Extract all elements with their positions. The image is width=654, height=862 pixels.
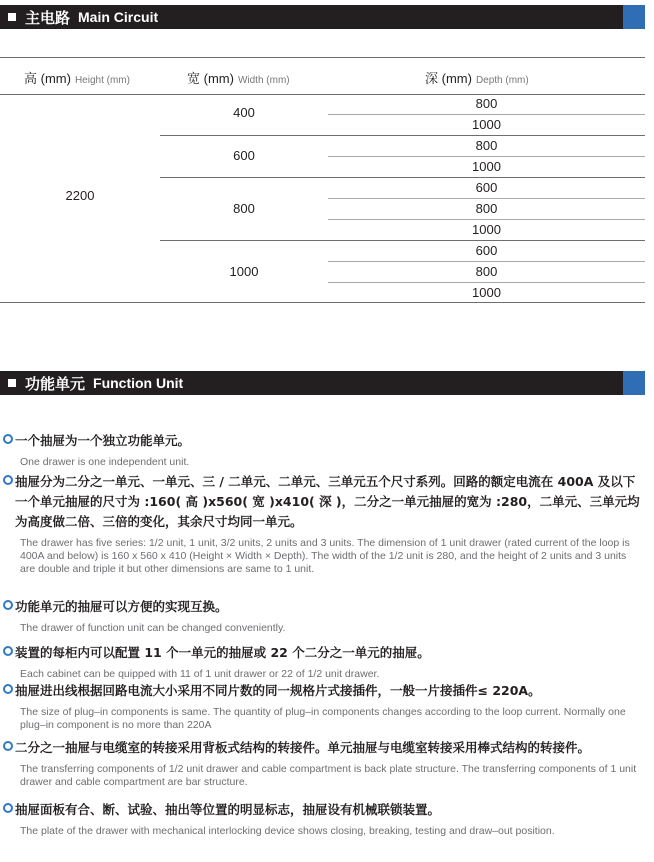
accent-block [623, 5, 645, 29]
table-header [0, 57, 645, 95]
row-divider [328, 114, 645, 115]
list-item [0, 431, 645, 469]
depth-cell: 1000 [472, 159, 501, 174]
row-divider [328, 156, 645, 157]
bullet-icon [3, 646, 13, 656]
depth-cell: 600 [475, 243, 498, 258]
square-icon [8, 379, 16, 387]
bullet-icon [3, 434, 13, 444]
width-cell: 600 [233, 148, 255, 163]
section-header-main-circuit [0, 5, 645, 29]
row-divider [160, 240, 645, 241]
row-divider [160, 135, 645, 136]
list-item [0, 643, 645, 681]
list-item [0, 597, 645, 635]
item-text-zh: 抽屉分为二分之一单元、一单元、三 / 二单元、二单元、三单元五个尺寸系列。回路的额定电流在 400A 及以下一个单元抽屉的尺寸为 :160( 高 )x560( 宽 )x410( 深 )，二分之一单元抽屉的宽为 :280，二单元、三单元均为高度做二倍、三倍的变化，其余尺寸均同一单元。 [15, 474, 640, 529]
item-text-zh: 二分之一抽屉与电缆室的转接采用背板式结构的转接件。单元抽屉与电缆室转接采用棒式结构的转接件。 [15, 740, 591, 755]
item-text-en: The drawer of function unit can be changed conveniently. [20, 622, 286, 634]
bullet-icon [3, 475, 13, 485]
dimension-table [0, 57, 645, 303]
item-text-en: The drawer has five series: 1/2 unit, 1 unit, 3/2 units, 2 units and 3 units. The dimension of 1 unit drawer (rated current of the loop is 400A and below) is 160 x 560 x 410 (Height × Width × Depth). The width of the 1/2 unit is 280, and the height of 2 units and 3 units are double and triple it but other dimensions are same to 1 unit. [20, 537, 630, 575]
width-cell: 400 [233, 105, 255, 120]
depth-cell: 1000 [472, 222, 501, 237]
bullet-icon [3, 600, 13, 610]
bullet-icon [3, 803, 13, 813]
list-item [0, 738, 645, 789]
depth-cell: 800 [475, 138, 498, 153]
item-text-zh: 装置的每柜内可以配置 11 个一单元的抽屉或 22 个二分之一单元的抽屉。 [15, 645, 430, 660]
row-divider [160, 177, 645, 178]
depth-cell: 1000 [472, 285, 501, 300]
row-divider [328, 261, 645, 262]
bullet-icon [3, 741, 13, 751]
square-icon [8, 13, 16, 21]
section-title-en: Main Circuit [78, 9, 159, 25]
width-cell: 1000 [229, 264, 259, 279]
table-bottom-rule [0, 302, 645, 303]
item-text-en: The transferring components of 1/2 unit drawer and cable compartment is back plate structure. The transferring components of 1 unit drawer and cable compartment are bar structure. [20, 763, 637, 788]
row-divider [328, 282, 645, 283]
list-item [0, 800, 645, 838]
header-height: 高 (mm) Height (mm) [24, 71, 130, 86]
item-text-zh: 功能单元的抽屉可以方便的实现互换。 [15, 599, 228, 614]
depth-cell: 600 [475, 180, 498, 195]
depth-cell: 800 [475, 201, 498, 216]
depth-cell: 800 [475, 264, 498, 279]
bullet-icon [3, 684, 13, 694]
header-depth: 深 (mm) Depth (mm) [425, 71, 529, 86]
item-text-zh: 一个抽屉为一个独立功能单元。 [15, 433, 191, 448]
row-divider [328, 198, 645, 199]
item-text-en: One drawer is one independent unit. [20, 456, 190, 468]
list-item [0, 681, 645, 732]
depth-cell: 1000 [472, 117, 501, 132]
accent-block [623, 371, 645, 395]
item-text-en: Each cabinet can be quipped with 11 of 1 unit drawer or 22 of 1/2 unit drawer. [20, 668, 380, 680]
item-text-zh: 抽屉进出线根据回路电流大小采用不同片数的同一规格片式接插件，一般一片接插件≤ 220A。 [15, 683, 541, 698]
list-item [0, 472, 645, 576]
section-header-function-unit [0, 371, 645, 395]
item-text-en: The plate of the drawer with mechanical interlocking device shows closing, breaking, testing and draw–out position. [20, 825, 555, 837]
section-title-en: Function Unit [93, 375, 184, 391]
width-cell: 800 [233, 201, 255, 216]
depth-cell: 800 [475, 96, 498, 111]
item-text-en: The size of plug–in components is same. The quantity of plug–in components changes according to the loop current. Normally one plug–in component is no more than 220A [20, 706, 626, 731]
section-title-zh: 功能单元 [25, 374, 86, 393]
item-text-zh: 抽屉面板有合、断、试验、抽出等位置的明显标志，抽屉设有机械联锁装置。 [15, 802, 441, 817]
header-width: 宽 (mm) Width (mm) [187, 71, 290, 86]
height-cell: 2200 [65, 188, 95, 203]
row-divider [328, 219, 645, 220]
section-title-zh: 主电路 [25, 8, 71, 27]
